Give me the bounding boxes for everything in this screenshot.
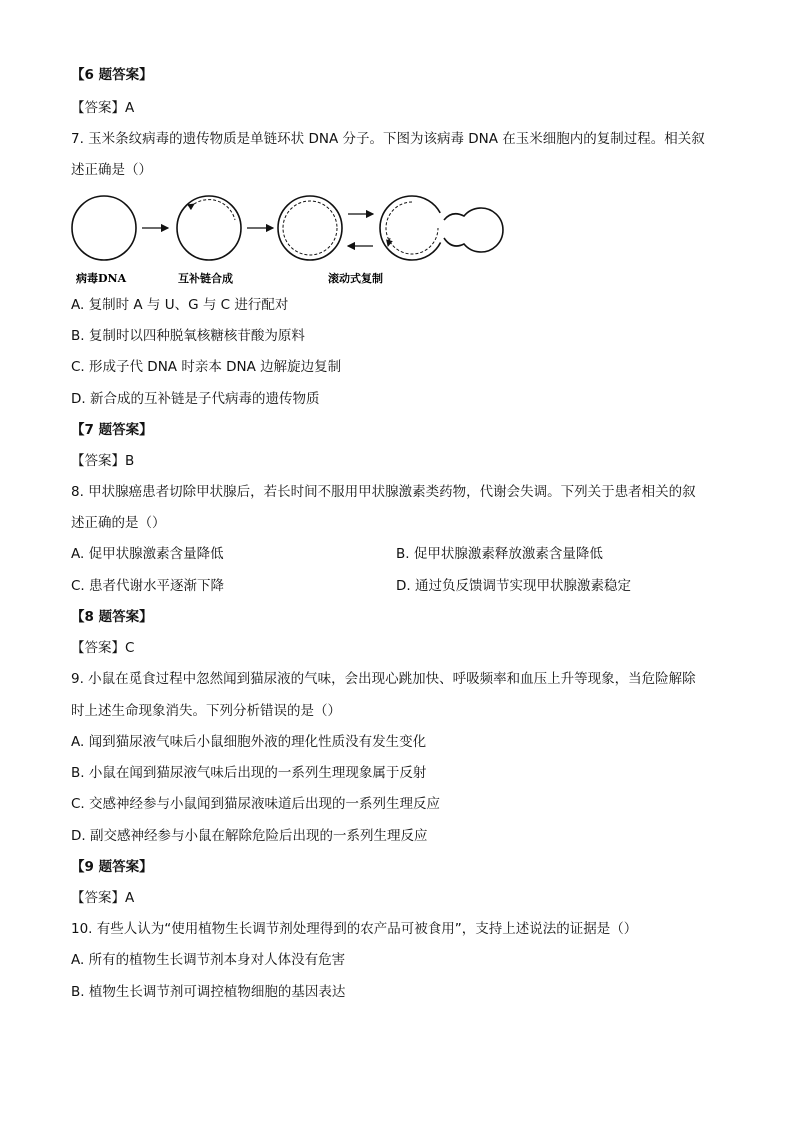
double-strand-outer xyxy=(278,196,342,260)
q8-option-b: B. 促甲状腺激素释放激素含量降低 xyxy=(396,546,603,562)
q8-stem-line-2: 述正确的是（） xyxy=(71,515,166,531)
q10-stem: 10. 有些人认为“使用植物生长调节剂处理得到的农产品可被食用”，支持上述说法的证据是（） xyxy=(71,921,638,937)
q9-option-a: A. 闻到猫尿液气味后小鼠细胞外液的理化性质没有发生变化 xyxy=(71,734,427,750)
label-rolling: 滚动式复制 xyxy=(328,272,383,285)
q9-stem-line-2: 时上述生命现象消失。下列分析错误的是（） xyxy=(71,703,341,719)
q10-option-a: A. 所有的植物生长调节剂本身对人体没有危害 xyxy=(71,952,346,968)
dna-replication-diagram xyxy=(66,190,506,290)
q9-option-d: D. 副交感神经参与小鼠在解除危险后出现的一系列生理反应 xyxy=(71,828,428,844)
label-virus-dna: 病毒DNA xyxy=(76,272,127,285)
displaced-strand-loop xyxy=(444,208,503,252)
q7-option-a: A. 复制时 A 与 U、G 与 C 进行配对 xyxy=(71,297,289,313)
q10-option-b: B. 植物生长调节剂可调控植物细胞的基因表达 xyxy=(71,984,346,1000)
q8-option-c: C. 患者代谢水平逐渐下降 xyxy=(71,578,225,594)
rolling-circle-outer xyxy=(380,196,444,260)
complement-circle xyxy=(177,196,241,260)
q9-option-c: C. 交感神经参与小鼠闻到猫尿液味道后出现的一系列生理反应 xyxy=(71,796,441,812)
virus-dna-circle xyxy=(72,196,136,260)
q8-answer-header: 【8 题答案】 xyxy=(71,609,153,625)
q8-answer: 【答案】C xyxy=(71,640,135,656)
q6-answer: 【答案】A xyxy=(71,100,135,116)
q7-option-d: D. 新合成的互补链是子代病毒的遗传物质 xyxy=(71,391,320,407)
q9-answer: 【答案】A xyxy=(71,890,135,906)
q9-option-b: B. 小鼠在闻到猫尿液气味后出现的一系列生理现象属于反射 xyxy=(71,765,427,781)
q7-option-b: B. 复制时以四种脱氧核糖核苷酸为原料 xyxy=(71,328,305,344)
double-strand-inner xyxy=(283,201,337,255)
q8-option-d: D. 通过负反馈调节实现甲状腺激素稳定 xyxy=(396,578,631,594)
q7-answer-header: 【7 题答案】 xyxy=(71,422,153,438)
q6-answer-header: 【6 题答案】 xyxy=(71,67,153,83)
q8-stem-line-1: 8. 甲状腺癌患者切除甲状腺后，若长时间不服用甲状腺激素类药物，代谢会失调。下列关于患者相关的叙 xyxy=(71,484,696,500)
q7-stem-line-1: 7. 玉米条纹病毒的遗传物质是单链环状 DNA 分子。下图为该病毒 DNA 在玉米细胞内的复制过程。相关叙 xyxy=(71,131,705,147)
q7-stem-line-2: 述正确是（） xyxy=(71,162,152,178)
rolling-circle-inner xyxy=(386,202,438,254)
q7-option-c: C. 形成子代 DNA 时亲本 DNA 边解旋边复制 xyxy=(71,359,342,375)
label-complement: 互补链合成 xyxy=(178,272,233,285)
q7-answer: 【答案】B xyxy=(71,453,135,469)
q9-answer-header: 【9 题答案】 xyxy=(71,859,153,875)
q9-stem-line-1: 9. 小鼠在觅食过程中忽然闻到猫尿液的气味，会出现心跳加快、呼吸频率和血压上升等现象，当危险解除 xyxy=(71,671,696,687)
q8-option-a: A. 促甲状腺激素含量降低 xyxy=(71,546,224,562)
